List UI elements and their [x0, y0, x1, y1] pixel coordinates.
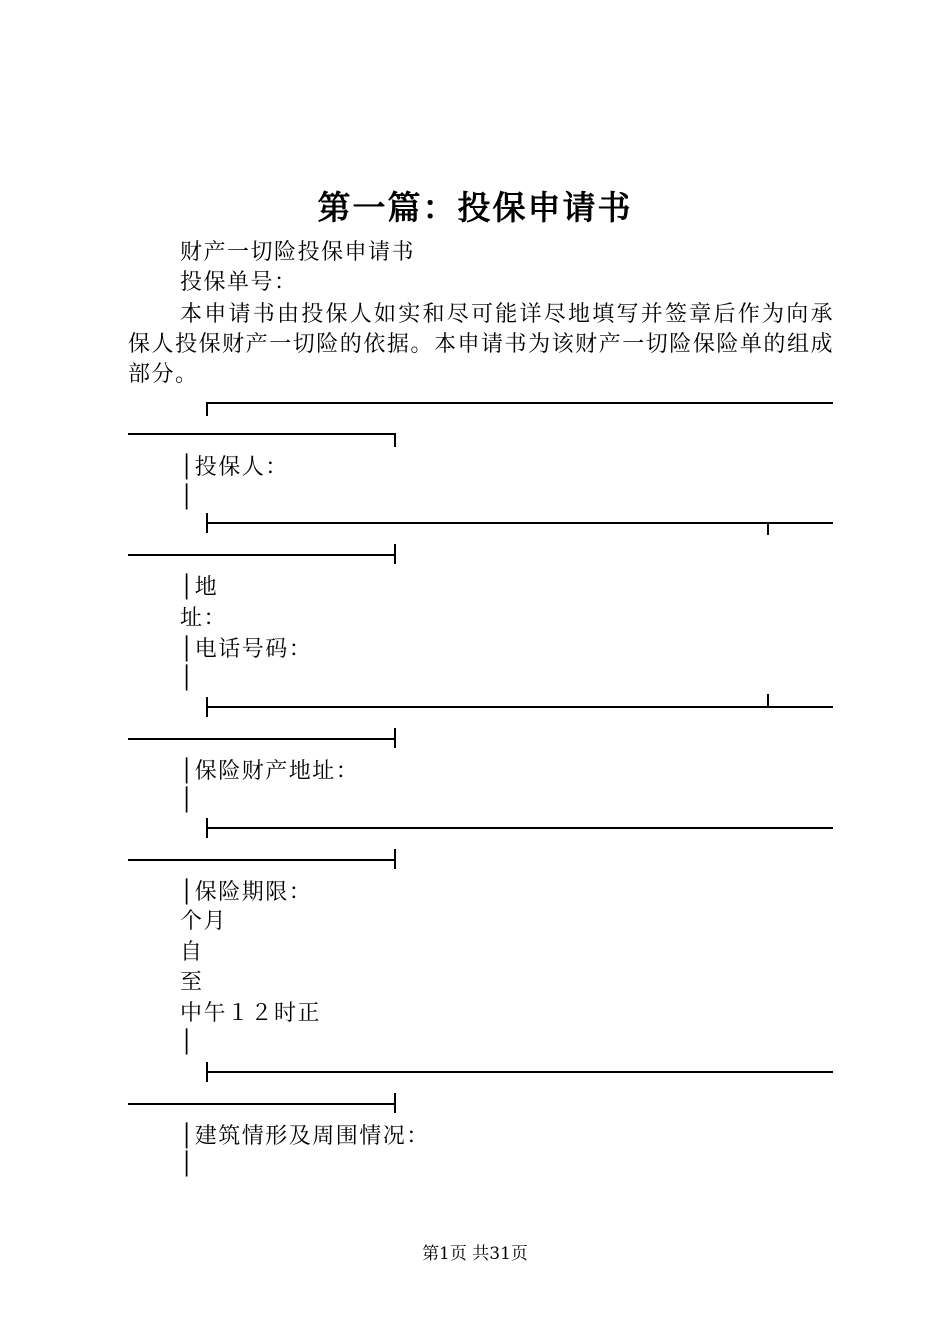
row-divider — [206, 1071, 833, 1073]
applicant-label: │投保人： — [180, 455, 289, 480]
phone-label: │电话号码： — [180, 637, 313, 662]
document-title: 第一篇：投保申请书 — [317, 188, 633, 227]
intro-paragraph: 本申请书由投保人如实和尽可能详尽地填写并签章后作为向承保人投保财产一切险的依据。本申请书为该财产一切险保险单的组成部分。 — [128, 302, 834, 387]
form-subtitle: 财产一切险投保申请书 — [180, 240, 416, 265]
row-divider-wrap — [128, 738, 396, 740]
row-divider-wrap — [128, 1103, 396, 1105]
row-divider-tee — [394, 849, 396, 869]
row-divider-tee — [206, 697, 208, 717]
period-noon: 中午１２时正 — [180, 1001, 322, 1026]
table-bar: │ — [180, 1152, 195, 1177]
address-label: │地 — [180, 575, 219, 600]
row-divider — [206, 706, 833, 708]
row-divider-tee — [394, 728, 396, 748]
policy-number-label: 投保单号： — [180, 270, 298, 295]
building-situation-label: │建筑情形及周围情况： — [180, 1124, 430, 1149]
table-bar: │ — [180, 666, 195, 691]
period-from: 自 — [180, 940, 204, 965]
table-bar: │ — [180, 485, 195, 510]
row-divider — [206, 827, 833, 829]
row-divider-tee — [206, 818, 208, 838]
property-address-label: │保险财产地址： — [180, 759, 360, 784]
table-top-border-wrap — [128, 433, 396, 435]
row-divider-tee — [206, 513, 208, 533]
table-bar: │ — [180, 788, 195, 813]
column-divider — [767, 694, 769, 707]
row-divider-wrap — [128, 554, 396, 556]
table-top-border — [206, 402, 833, 404]
page-footer: 第1页 共31页 — [422, 1244, 528, 1264]
address-label-cont: 址： — [180, 606, 228, 631]
table-corner-left — [206, 402, 208, 416]
insurance-period-label: │保险期限： — [180, 880, 313, 905]
row-divider-tee — [394, 1093, 396, 1113]
column-divider — [767, 522, 769, 535]
row-divider-tee — [394, 544, 396, 564]
period-months: 个月 — [180, 909, 228, 934]
row-divider-tee — [206, 1062, 208, 1082]
table-bar: │ — [180, 1030, 195, 1055]
period-to: 至 — [180, 970, 204, 995]
row-divider-wrap — [128, 859, 396, 861]
table-corner-right — [394, 433, 396, 447]
row-divider — [206, 522, 833, 524]
